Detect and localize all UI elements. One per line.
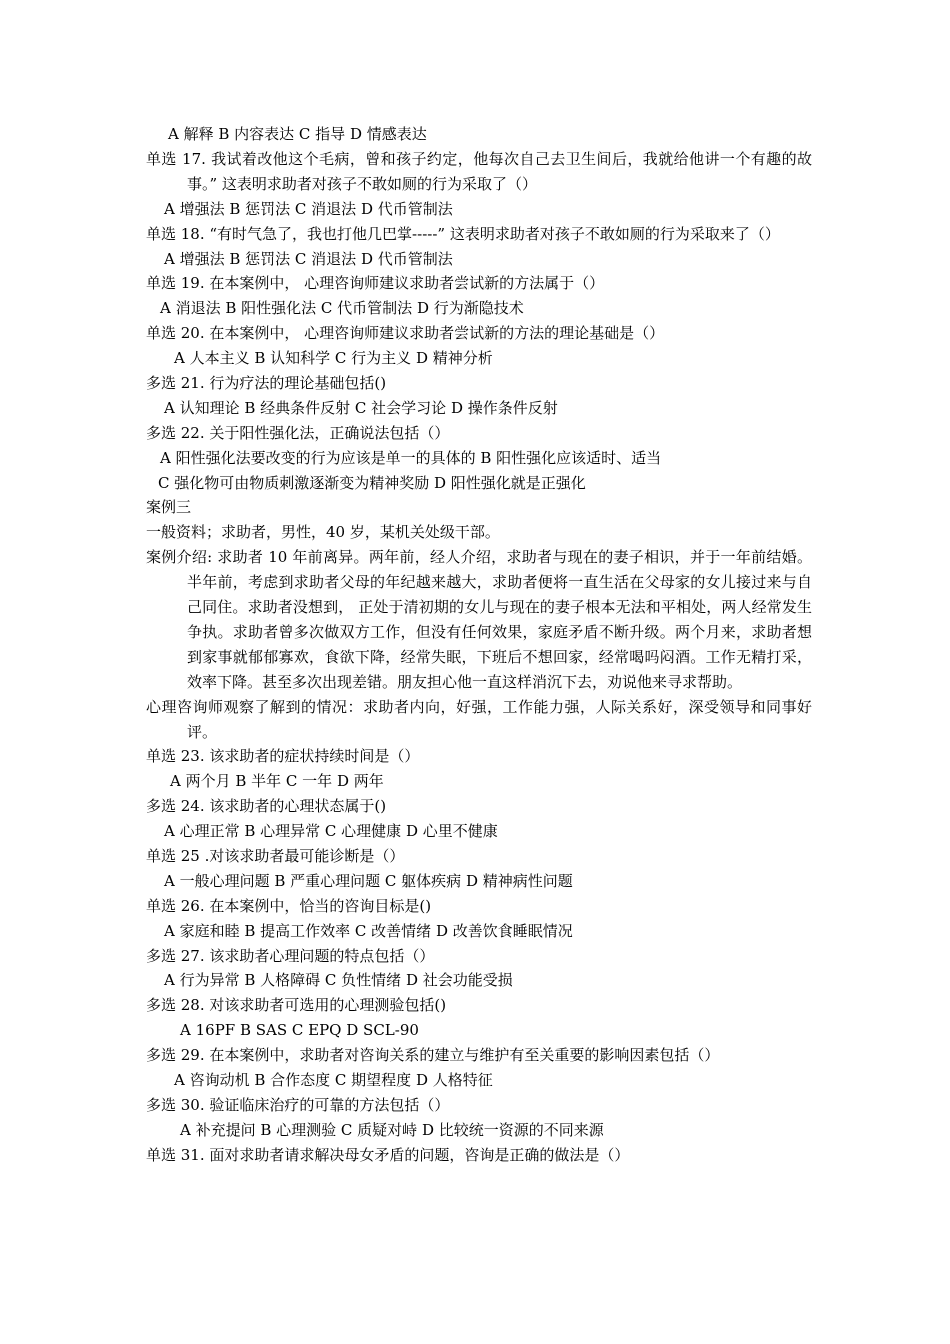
question-30: 多选 30. 验证临床治疗的可靠的方法包括（）	[146, 1095, 450, 1114]
question-26: 单选 26. 在本案例中，恰当的咨询目标是()	[146, 896, 432, 915]
question-27: 多选 27. 该求助者心理问题的特点包括（）	[146, 946, 435, 965]
question-17: 单选 17. 我试着改他这个毛病，曾和孩子约定，他每次自己去卫生间后，我就给他讲一个有趣的故事。” 这表明求助者对孩子不敢如厕的行为采取了（）	[146, 149, 812, 193]
question-29: 多选 29. 在本案例中，求助者对咨询关系的建立与维护有至关重要的影响因素包括（）	[146, 1046, 720, 1065]
options-line: A 家庭和睦 B 提高工作效率 C 改善情绪 D 改善饮食睡眠情况	[164, 921, 573, 940]
question-31: 单选 31. 面对求助者请求解决母女矛盾的问题，咨询是正确的做法是（）	[146, 1145, 630, 1164]
options-line: A 增强法 B 惩罚法 C 消退法 D 代币管制法	[164, 249, 453, 268]
options-line: A 16PF B SAS C EPQ D SCL-90	[180, 1021, 419, 1040]
options-line: A 两个月 B 半年 C 一年 D 两年	[170, 772, 384, 791]
question-25: 单选 25 .对该求助者最可能诊断是（）	[146, 847, 405, 865]
document-page	[146, 122, 812, 1168]
options-line: A 人本主义 B 认知科学 C 行为主义 D 精神分析	[174, 349, 493, 368]
options-line: A 一般心理问题 B 严重心理问题 C 躯体疾病 D 精神病性问题	[164, 871, 573, 890]
options-line: A 行为异常 B 人格障碍 C 负性情绪 D 社会功能受损	[164, 971, 513, 990]
question-20: 单选 20. 在本案例中， 心理咨询师建议求助者尝试新的方法的理论基础是（）	[146, 324, 665, 343]
question-19: 单选 19. 在本案例中， 心理咨询师建议求助者尝试新的方法属于（）	[146, 274, 605, 293]
question-28: 多选 28. 对该求助者可选用的心理测验包括()	[146, 996, 447, 1015]
question-23: 单选 23. 该求助者的症状持续时间是（）	[146, 747, 420, 766]
options-line: A 增强法 B 惩罚法 C 消退法 D 代币管制法	[164, 199, 453, 218]
general-info: 一般资料；求助者，男性，40 岁，某机关处级干部。	[146, 523, 500, 542]
question-18: 单选 18. “有时气急了，我也打他几巴掌-----” 这表明求助者对孩子不敢如厕的行为采取来了（）	[146, 224, 780, 243]
question-21: 多选 21. 行为疗法的理论基础包括()	[146, 373, 387, 392]
case-heading: 案例三	[146, 498, 192, 517]
options-line: A 补充提问 B 心理测验 C 质疑对峙 D 比较统一资源的不同来源	[180, 1120, 604, 1139]
options-line: A 心理正常 B 心理异常 C 心理健康 D 心里不健康	[164, 822, 498, 841]
options-line: A 咨询动机 B 合作态度 C 期望程度 D 人格特征	[174, 1071, 493, 1090]
question-22: 多选 22. 关于阳性强化法，正确说法包括（）	[146, 423, 450, 442]
options-line: A 解释 B 内容表达 C 指导 D 情感表达	[168, 125, 427, 143]
options-line: A 阳性强化法要改变的行为应该是单一的具体的 B 阳性强化应该适时、适当	[160, 448, 662, 467]
case-introduction: 案例介绍: 求助者 10 年前离异。两年前，经人介绍，求助者与现在的妻子相识，并于一年前结婚。半年前，考虑到求助者父母的年纪越来越大，求助者便将一直生活在父母家的女儿接过来与自己同住。求助者没想到， 正处于清初期的女儿与现在的妻子根本无法和平相处，两人经常发生争执。求助者曾多次做双方工作，但没有任何效果，家庭矛盾不断升级。两个月来，求助者想到家事就郁郁寡欢，食欲下降，经常失眠，下班后不想回家，经常喝吗闷酒。工作无精打采，效率下降。甚至多次出现差错。朋友担心他一直这样消沉下去，劝说他来寻求帮助。	[146, 548, 812, 691]
options-line: C 强化物可由物质刺激逐渐变为精神奖励 D 阳性强化就是正强化	[158, 473, 586, 492]
question-24: 多选 24. 该求助者的心理状态属于()	[146, 797, 387, 816]
options-line: A 认知理论 B 经典条件反射 C 社会学习论 D 操作条件反射	[164, 398, 558, 417]
options-line: A 消退法 B 阳性强化法 C 代币管制法 D 行为渐隐技术	[160, 299, 524, 318]
counselor-observation: 心理咨询师观察了解到的情况：求助者内向，好强，工作能力强，人际关系好，深受领导和同事好评。	[146, 697, 812, 741]
